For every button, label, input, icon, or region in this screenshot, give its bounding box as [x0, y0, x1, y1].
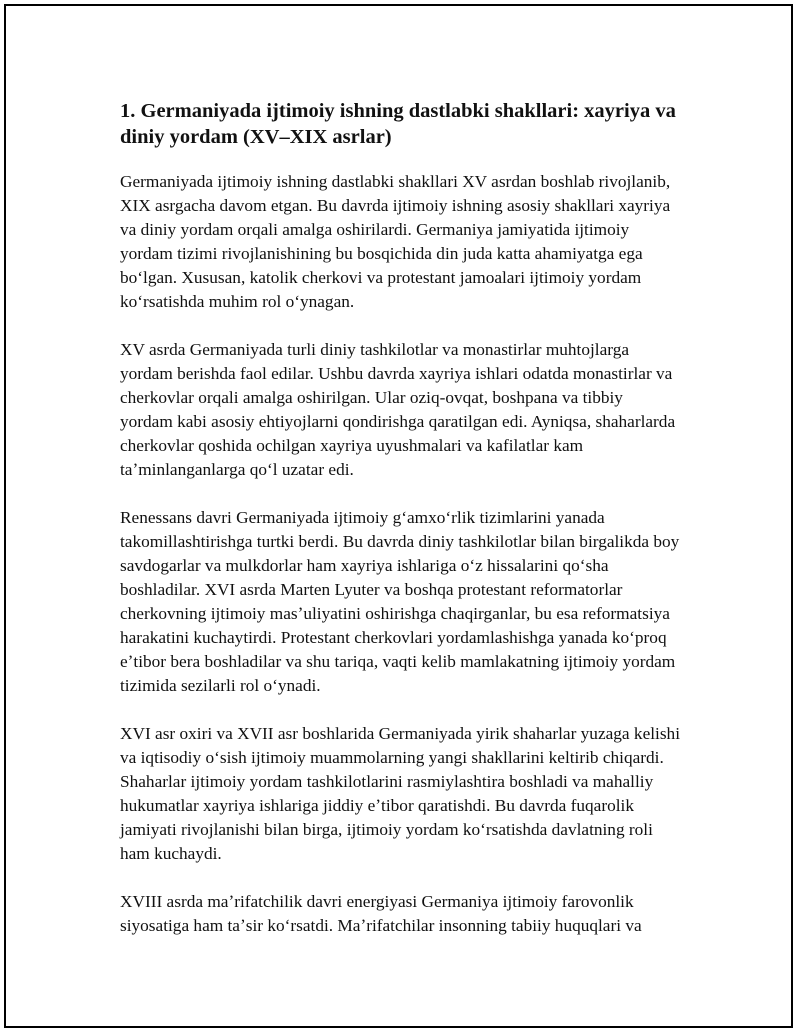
paragraph: XVIII asrda maʼrifatchilik davri energiyasi Germaniya ijtimoiy farovonlik siyosatiga ham taʼsir koʻrsatdi. Maʼrifatchilar insonning tabiiy huquqlari va	[120, 892, 642, 935]
paragraph: XV asrda Germaniyada turli diniy tashkilotlar va monastirlar muhtojlarga yordam berishda faol edilar. Ushbu davrda xayriya ishlari odatda monastirlar va cherkovlar orqali amalga oshirilgan. Ular oziq-ovqat, boshpana va tibbiy yordam kabi asosiy ehtiyojlarni qondirishga qaratilgan edi. Ayniqsa, shaharlarda cherkovlar qoshida ochilgan xayriya uyushmalari va kafilatlar kam taʼminlanganlarga qoʻl uzatar edi.	[120, 340, 676, 479]
document-page	[4, 4, 793, 1028]
document-body	[120, 98, 680, 938]
paragraph: Germaniyada ijtimoiy ishning dastlabki shakllari XV asrdan boshlab rivojlanib, XIX asrgacha davom etgan. Bu davrda ijtimoiy ishning asosiy shakllari xayriya va diniy yordam orqali amalga oshirilardi. Germaniya jamiyatida ijtimoiy yordam tizimi rivojlanishining bu bosqichida din juda katta ahamiyatga ega boʻlgan. Xususan, katolik cherkovi va protestant jamoalari ijtimoiy yordam koʻrsatishda muhim rol oʻynagan.	[120, 172, 671, 311]
paragraph: XVI asr oxiri va XVII asr boshlarida Germaniyada yirik shaharlar yuzaga kelishi va iqtisodiy oʻsish ijtimoiy muammolarning yangi shakllarini keltirib chiqardi. Shaharlar ijtimoiy yordam tashkilotlarini rasmiylashtira boshladi va mahalliy hukumatlar xayriya ishlariga jiddiy eʼtibor qaratishdi. Bu davrda fuqarolik jamiyati rivojlanishi bilan birga, ijtimoiy yordam koʻrsatishda davlatning roli ham kuchaydi.	[120, 724, 681, 863]
paragraph: Renessans davri Germaniyada ijtimoiy gʻamxoʻrlik tizimlarini yanada takomillashtirishga turtki berdi. Bu davrda diniy tashkilotlar bilan birgalikda boy savdogarlar va mulkdorlar ham xayriya ishlariga oʻz hissalarini qoʻsha boshladilar. XVI asrda Marten Lyuter va boshqa protestant reformatorlar cherkovning ijtimoiy masʼuliyatini oshirishga chaqirganlar, bu esa reformatsiya harakatini kuchaytirdi. Protestant cherkovlari yordamlashishga yanada koʻproq eʼtibor bera boshladilar va shu tariqa, vaqti kelib mamlakatning ijtimoiy yordam tizimida sezilarli rol oʻynadi.	[120, 508, 680, 695]
section-heading: 1. Germaniyada ijtimoiy ishning dastlabki shakllari: xayriya va diniy yordam (XV–XIX asrlar)	[120, 100, 676, 148]
